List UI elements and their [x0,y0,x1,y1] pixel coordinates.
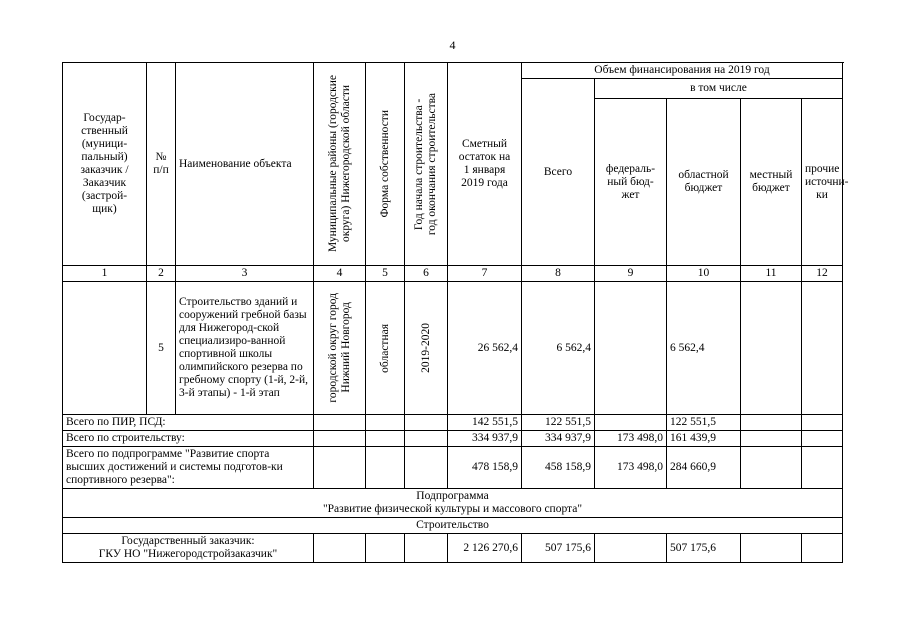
col-number: 5 [366,266,405,282]
empty-cell [366,534,405,563]
summary-federal [595,415,667,431]
summary-total: 458 158,9 [522,447,595,489]
object-row [63,282,843,415]
page-number: 4 [449,38,456,52]
customer-row [63,534,843,563]
col-number: 12 [802,266,843,282]
header-federal: федераль- ный бюд- жет [595,99,667,266]
customer-remaining: 2 126 270,6 [448,534,522,563]
section-heading: Строительство [63,518,843,534]
customer-total: 507 175,6 [522,534,595,563]
summary-row-construction [63,431,843,447]
object-ownership: областная [366,282,405,415]
object-total: 6 562,4 [522,282,595,415]
summary-local [741,415,802,431]
subprogram-heading [63,489,843,518]
subprogram-heading-line2: "Развитие физической культуры и массового спорта" [322,503,583,515]
empty-cell [366,447,405,489]
empty-cell [314,415,366,431]
object-other [802,282,843,415]
empty-cell [314,431,366,447]
empty-cell [366,415,405,431]
summary-local [741,431,802,447]
summary-regional: 122 551,5 [667,415,741,431]
summary-other [802,447,843,489]
object-regional: 6 562,4 [667,282,741,415]
summary-other [802,415,843,431]
col-number: 6 [405,266,448,282]
header-local: местный бюджет [741,99,802,266]
summary-other [802,431,843,447]
subprogram-heading-row [63,489,843,518]
header-remaining: Сметный остаток на 1 января 2019 года [448,63,522,266]
header-districts: Муниципальные районы (городские округа) Нижегородской области [314,63,366,266]
header-including-group: в том числе [595,79,843,99]
header-years: Год начала строительства - год окончания строительства [405,63,448,266]
customer-federal [595,534,667,563]
header-funding-group: Объем финансирования на 2019 год [522,63,843,79]
customer-other [802,534,843,563]
object-name: Строительство зданий и сооружений гребной базы для Нижегород-ской специализиро-ванной спортивной школы олимпийского резерва по гребному спорту (1-й, 2-й, 3-й этапы) - 1-й этап [176,282,314,415]
header-row-1 [63,63,843,79]
summary-label: Всего по ПИР, ПСД: [63,415,314,431]
summary-total: 122 551,5 [522,415,595,431]
header-object-name: Наименование объекта [176,63,314,266]
col-number: 11 [741,266,802,282]
customer-label [63,534,314,563]
customer-local [741,534,802,563]
empty-cell [314,534,366,563]
summary-remaining: 478 158,9 [448,447,522,489]
object-federal [595,282,667,415]
summary-row-pir [63,415,843,431]
customer-label-line2: ГКУ НО "Нижегородстройзаказчик" [98,548,278,560]
section-heading-row [63,518,843,534]
object-district: городской округ город Нижний Новгород [314,282,366,415]
object-local [741,282,802,415]
col-number: 4 [314,266,366,282]
summary-label: Всего по подпрограмме "Развитие спорта высших достижений и системы подготов-ки спортивного резерва": [63,447,314,489]
empty-cell [405,447,448,489]
header-customer: Государ- ственный (муници- пальный) заказчик / Заказчик (застрой- щик) [63,63,147,266]
col-number: 7 [448,266,522,282]
header-number: № п/п [147,63,176,266]
header-total: Всего [522,79,595,266]
col-number: 2 [147,266,176,282]
col-number: 9 [595,266,667,282]
financing-table [62,62,849,563]
empty-cell [405,415,448,431]
summary-total: 334 937,9 [522,431,595,447]
object-years: 2019-2020 [405,282,448,415]
customer-regional: 507 175,6 [667,534,741,563]
summary-row-subprogram [63,447,843,489]
customer-label-line1: Государственный заказчик: [121,535,255,547]
object-number: 5 [147,282,176,415]
header-regional: областной бюджет [667,99,741,266]
col-number: 8 [522,266,595,282]
summary-remaining: 142 551,5 [448,415,522,431]
object-remaining: 26 562,4 [448,282,522,415]
empty-cell [314,447,366,489]
summary-label: Всего по строительству: [63,431,314,447]
summary-local [741,447,802,489]
summary-remaining: 334 937,9 [448,431,522,447]
summary-federal: 173 498,0 [595,431,667,447]
empty-cell [405,534,448,563]
header-other: прочие источни- ки [802,99,843,266]
summary-regional: 284 660,9 [667,447,741,489]
summary-federal: 173 498,0 [595,447,667,489]
object-customer-cell [63,282,147,415]
subprogram-heading-line1: Подпрограмма [416,490,489,502]
col-number: 3 [176,266,314,282]
header-ownership: Форма собственности [366,63,405,266]
col-number: 10 [667,266,741,282]
summary-regional: 161 439,9 [667,431,741,447]
column-number-row [63,266,843,282]
empty-cell [366,431,405,447]
empty-cell [405,431,448,447]
col-number: 1 [63,266,147,282]
